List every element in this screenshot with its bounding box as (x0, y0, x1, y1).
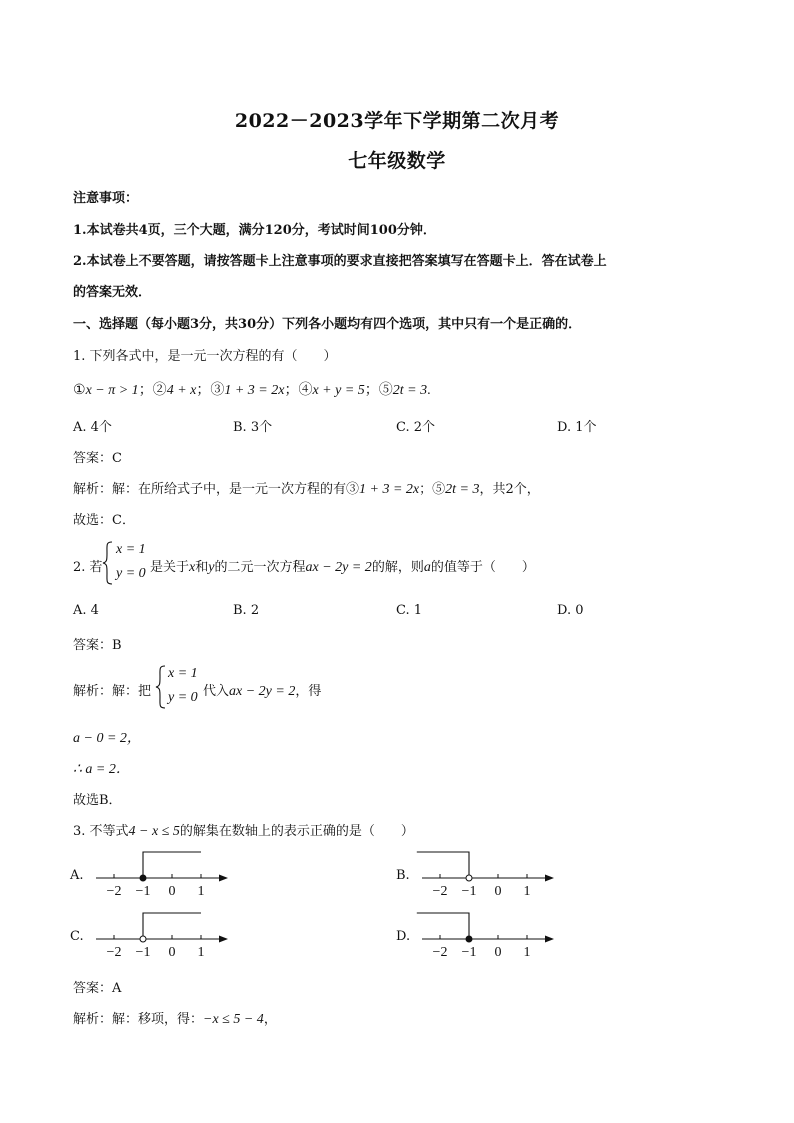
exam-subtitle: 七年级数学 (348, 150, 446, 172)
q2-analysis-system-top: x = 1 (168, 666, 198, 681)
q1-sep-3: ；④ (284, 383, 313, 398)
tick-label: 1 (197, 884, 205, 898)
q3-option-c (70, 907, 240, 959)
q1-answer: 答案：C (73, 451, 122, 466)
tick-label: −2 (432, 884, 448, 898)
q2-option-b: B. 2 (233, 603, 260, 618)
q3-option-b-number-line (414, 846, 566, 898)
q1-items (73, 379, 431, 399)
q1-analysis (73, 478, 540, 498)
q3-inequality: 4 − x ≤ 5 (128, 824, 180, 839)
q2-var-a: a (423, 560, 431, 575)
q1-expr-1: x − π > 1 (85, 383, 139, 398)
q3-option-d-label: D. (396, 929, 411, 944)
q3-option-d-number-line (414, 907, 566, 959)
section-1-heading: 一、选择题（每小题3分，共30分）下列各小题均有四个选项，其中只有一个是正确的． (73, 317, 582, 332)
q3-answer: 答案：A (73, 981, 122, 996)
solution-bracket (417, 852, 469, 878)
q1-analysis-expr-1: 1 + 3 = 2x (359, 482, 420, 497)
tick-label: −1 (461, 884, 477, 898)
tick-label: 1 (523, 945, 531, 959)
tick-label: −1 (135, 884, 151, 898)
q3-option-b (396, 846, 566, 898)
tick-label: −2 (106, 945, 122, 959)
q2-option-d: D. 0 (557, 603, 584, 618)
q2-analysis-line-3: ∴ a = 2． (73, 762, 130, 777)
q1-option-b: B. 3个 (233, 420, 273, 435)
q1-analysis-text-1: 解析：解：在所给式子中，是一元一次方程的有③ (73, 482, 360, 497)
q2-stem-rest (150, 556, 535, 576)
q1-option-c: C. 2个 (396, 420, 436, 435)
q2-analysis-text-3: ，得 (295, 684, 322, 699)
tick-label: −2 (432, 945, 448, 959)
q2-var-y: y (208, 560, 215, 575)
tick-label: −2 (106, 884, 122, 898)
q3-analysis-expr: −x ≤ 5 − 4 (203, 1012, 264, 1027)
q3-option-c-label: C. (70, 929, 84, 944)
q2-stem-text-4: 的解，则 (371, 560, 424, 575)
q3-option-a (70, 846, 240, 898)
tick-label: 1 (197, 945, 205, 959)
q1-sep-1: ；② (138, 383, 167, 398)
q2-option-a: A. 4 (73, 603, 99, 618)
q3-analysis-text-1: 解析：解：移项，得： (73, 1012, 204, 1027)
tick-label: 0 (494, 945, 502, 959)
tick-label: 0 (494, 884, 502, 898)
axis-arrow (545, 875, 554, 882)
closed-point (466, 936, 472, 942)
q3-option-d (396, 907, 566, 959)
q2-analysis-system-bottom: y = 0 (168, 690, 198, 705)
q3-stem (73, 820, 414, 840)
tick-label: −1 (135, 945, 151, 959)
notice-item-2-line-1: 2.本试卷上不要答题，请按答题卡上注意事项的要求直接把答案填写在答题卡上．答在试卷上 (73, 254, 607, 269)
q1-item-marker-1: ① (73, 383, 86, 398)
q2-analysis-prefix: 解析：解：把 (73, 684, 152, 699)
notice-item-2-line-2: 的答案无效． (73, 285, 152, 300)
q2-analysis-equation: ax − 2y = 2 (229, 684, 296, 699)
q2-stem-text-1: 是关于 (150, 560, 190, 575)
q1-option-d: D. 1个 (557, 420, 597, 435)
q3-stem-text-2: 的解集在数轴上的表示正确的是（ ） (179, 824, 414, 839)
q2-stem-text-5: 的值等于（ ） (430, 560, 535, 575)
open-point (140, 936, 146, 942)
q2-analysis-text-2: 代入 (203, 684, 230, 699)
q1-analysis-expr-2: 2t = 3 (445, 482, 480, 497)
q3-option-b-label: B. (396, 868, 410, 883)
q2-answer: 答案：B (73, 638, 122, 653)
q3-analysis (73, 1008, 277, 1028)
q3-option-a-label: A. (70, 868, 84, 883)
q2-conclusion: 故选B． (73, 793, 122, 808)
q3-analysis-text-2: ， (263, 1012, 277, 1027)
q1-sep-2: ；③ (196, 383, 225, 398)
q2-system-top: x = 1 (116, 542, 146, 557)
q2-stem-text-3: 的二元一次方程 (214, 560, 306, 575)
q2-analysis-brace (155, 665, 167, 709)
q1-analysis-text-2: ；⑤ (419, 482, 446, 497)
q3-option-a-number-line (88, 846, 240, 898)
open-point (466, 875, 472, 881)
q1-expr-3: 1 + 3 = 2x (224, 383, 285, 398)
tick-label: 0 (168, 884, 176, 898)
solution-bracket (417, 913, 469, 939)
tick-label: −1 (461, 945, 477, 959)
q2-equation: ax − 2y = 2 (305, 560, 372, 575)
q1-expr-2: 4 + x (166, 383, 197, 398)
q1-option-a: A. 4个 (73, 420, 112, 435)
q1-expr-4: x + y = 5 (312, 383, 365, 398)
q2-system-bottom: y = 0 (116, 566, 146, 581)
exam-title: 2022－2023学年下学期第二次月考 (234, 110, 560, 132)
q2-var-x: x (189, 560, 196, 575)
tick-label: 1 (523, 884, 531, 898)
tick-label: 0 (168, 945, 176, 959)
closed-point (140, 875, 146, 881)
q1-expr-5: 2t = 3 (392, 383, 428, 398)
q2-analysis-line-2: a − 0 = 2， (73, 731, 141, 746)
q2-stem-text-2: 和 (195, 560, 209, 575)
q2-option-c: C. 1 (396, 603, 423, 618)
q1-conclusion: 故选：C． (73, 513, 135, 528)
q1-analysis-text-3: ，共2个， (479, 482, 540, 497)
notice-item-1: 1.本试卷共4页，三个大题，满分120分，考试时间100分钟． (73, 223, 436, 238)
q2-stem-prefix: 2. 若 (73, 560, 103, 575)
axis-arrow (545, 936, 554, 943)
axis-arrow (219, 936, 228, 943)
q2-analysis-rest (203, 680, 321, 700)
axis-arrow (219, 875, 228, 882)
notice-heading: 注意事项： (73, 191, 139, 206)
q1-end: . (427, 383, 431, 398)
q3-option-c-number-line (88, 907, 240, 959)
q1-stem: 1. 下列各式中，是一元一次方程的有（ ） (73, 349, 337, 364)
q1-sep-4: ；⑤ (364, 383, 393, 398)
q2-system-brace (102, 541, 114, 585)
q3-stem-text-1: 3. 不等式 (73, 824, 129, 839)
